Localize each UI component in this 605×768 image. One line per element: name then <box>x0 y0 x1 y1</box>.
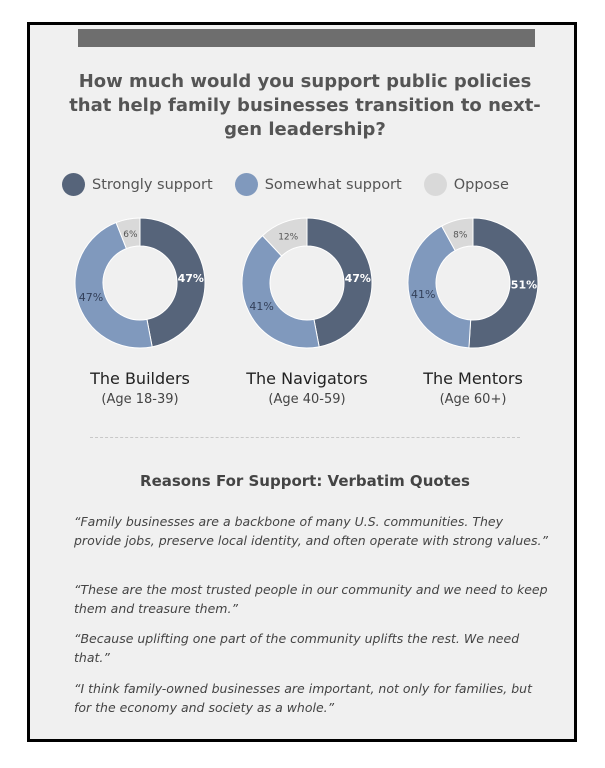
donut-label-somewhat-support: 41% <box>411 288 436 302</box>
quote-1: “Family businesses are a backbone of many U.S. communities. They provide jobs, preserve local identity, and often operate with strong values.” <box>74 514 548 548</box>
donut-label-strongly-support: 47% <box>177 272 204 286</box>
donut-label-oppose: 6% <box>123 229 138 240</box>
group-title-navigators: The Navigators <box>246 369 368 388</box>
donut-label-oppose: 8% <box>453 230 468 241</box>
group-subtitle-navigators: (Age 40-59) <box>268 392 346 407</box>
donut-charts <box>30 25 574 425</box>
legend-label: Somewhat support <box>264 176 402 193</box>
legend-label: Oppose <box>453 176 509 193</box>
donut-label-strongly-support: 47% <box>344 272 371 286</box>
group-title-mentors: The Mentors <box>423 369 523 388</box>
infographic-frame <box>27 22 577 742</box>
survey-question: How much would you support public policies that help family businesses transition to next-gen leadership? <box>69 71 541 140</box>
quote-4: “I think family-owned businesses are important, not only for families, but for the economy and society as a whole.” <box>74 681 533 715</box>
donut-label-somewhat-support: 41% <box>249 300 274 314</box>
quote-2: “These are the most trusted people in our community and we need to keep them and treasure them.” <box>74 582 548 616</box>
quote-3: “Because uplifting one part of the community uplifts the rest. We need that.” <box>74 631 520 665</box>
divider <box>90 437 520 438</box>
group-subtitle-mentors: (Age 60+) <box>439 392 507 407</box>
group-subtitle-builders: (Age 18-39) <box>101 392 179 407</box>
donut-label-oppose: 12% <box>278 232 299 243</box>
group-title-builders: The Builders <box>90 369 190 388</box>
legend-label: Strongly support <box>92 176 213 193</box>
reasons-title: Reasons For Support: Verbatim Quotes <box>140 472 470 490</box>
donut-label-somewhat-support: 47% <box>78 291 104 305</box>
donut-label-strongly-support: 51% <box>510 278 538 292</box>
